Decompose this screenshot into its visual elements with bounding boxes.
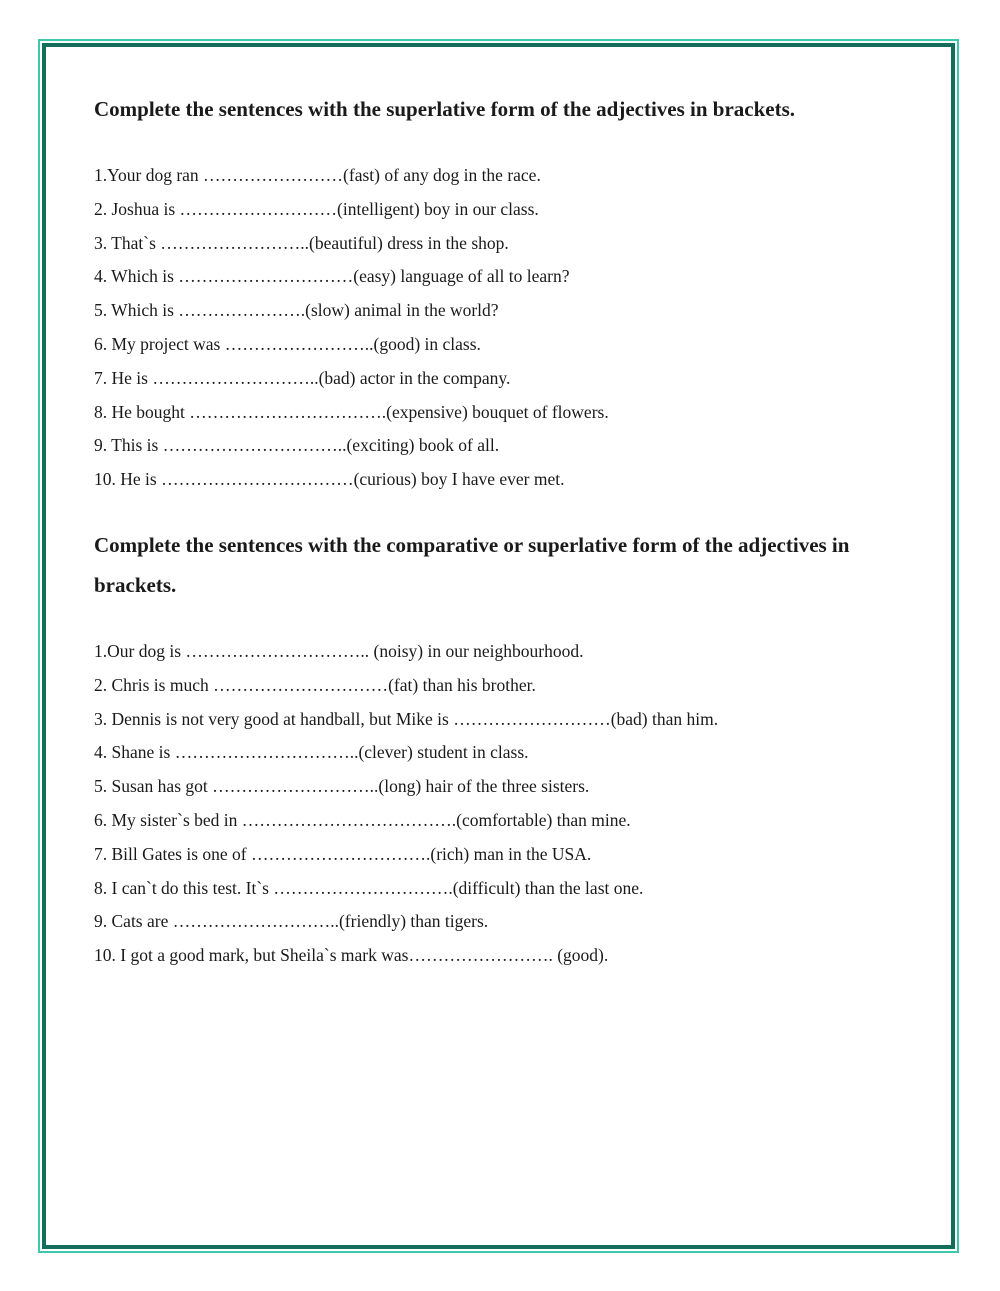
section1-item-3: 3. That`s ……………………..(beautiful) dress in the shop. [94, 232, 509, 253]
section1-item-10: 10. He is ……………………………(curious) boy I have ever met. [94, 469, 565, 490]
section2-heading: Complete the sentences with the comparative or superlative form of the adjectives in brackets. [94, 532, 850, 597]
section1-item-9: 9. This is …………………………..(exciting) book of all. [94, 435, 500, 456]
section1-heading: Complete the sentences with the superlative form of the adjectives in brackets. [94, 97, 796, 121]
section2-item-9: 9. Cats are ………………………..(friendly) than tigers. [94, 911, 489, 932]
section2-item-6: 6. My sister`s bed in ……………………………….(comfortable) than mine. [94, 809, 631, 830]
section2-item-4: 4. Shane is …………………………..(clever) student in class. [94, 742, 529, 763]
section2-list [94, 635, 914, 973]
section1-item-4: 4. Which is …………………………(easy) language of all to learn? [94, 266, 570, 287]
section1-item-8: 8. He bought …………………………….(expensive) bouquet of flowers. [94, 401, 609, 422]
section1-item-7: 7. He is ………………………..(bad) actor in the company. [94, 367, 511, 388]
section1-item-1: 1.Your dog ran ……………………(fast) of any dog in the race. [94, 165, 541, 185]
section2-item-1: 1.Our dog is ………………………….. (noisy) in our neighbourhood. [94, 640, 584, 661]
section2-item-8: 8. I can`t do this test. It`s ………………………….(difficult) than the last one. [94, 877, 644, 898]
section2-item-2: 2. Chris is much …………………………(fat) than his brother. [94, 674, 536, 695]
section1-list [94, 159, 914, 497]
worksheet-content [94, 89, 914, 973]
section2-item-3: 3. Dennis is not very good at handball, but Mike is ………………………(bad) than him. [94, 708, 719, 729]
section2-item-5: 5. Susan has got ………………………..(long) hair of the three sisters. [94, 776, 590, 797]
section2-item-7: 7. Bill Gates is one of ………………………….(rich) man in the USA. [94, 843, 592, 864]
section1-item-5: 5. Which is ………………….(slow) animal in the world? [94, 300, 499, 321]
section1-item-2: 2. Joshua is ………………………(intelligent) boy in our class. [94, 198, 539, 219]
section2-item-10: 10. I got a good mark, but Sheila`s mark was……………………. (good). [94, 945, 609, 966]
section1-item-6: 6. My project was ……………………..(good) in class. [94, 333, 481, 354]
